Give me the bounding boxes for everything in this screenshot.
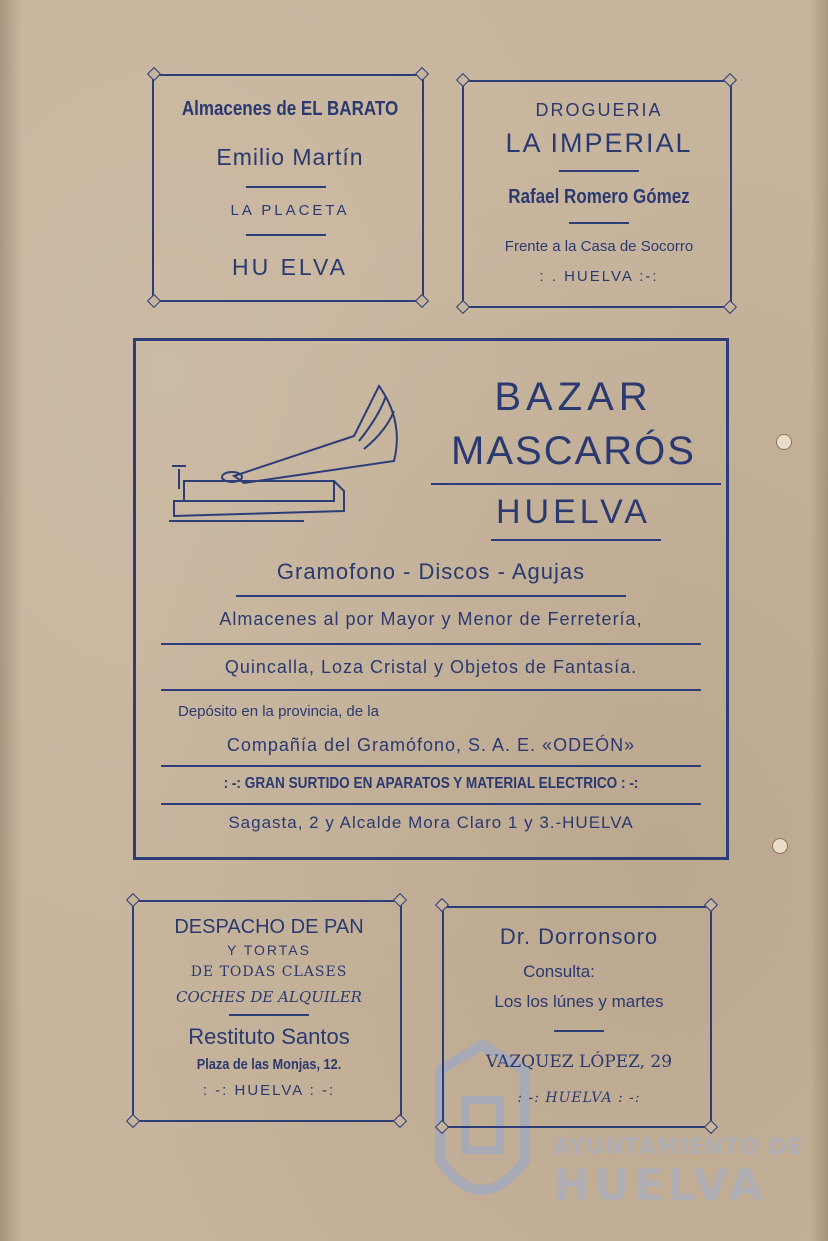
ad3-address: Sagasta, 2 y Alcalde Mora Claro 1 y 3.-HUELVA: [228, 813, 634, 832]
ad4-owner: Restituto Santos: [188, 1024, 350, 1049]
ad1-heading: Almacenes de EL BARATO: [181, 98, 399, 120]
ad4-sub2: DE TODAS CLASES: [190, 964, 348, 980]
ad-el-barato: [152, 74, 424, 302]
ad1-owner: Emilio Martín: [216, 144, 364, 170]
ad-dr-dorronsoro: [442, 906, 712, 1128]
ad1-city: HU ELVA: [231, 254, 348, 280]
ad-bazar-mascaros: [133, 338, 729, 860]
ad5-doctor: Dr. Dorronsoro: [499, 924, 659, 949]
left-edge-shadow: [0, 0, 22, 1241]
ad3-title-huelva: HUELVA: [495, 493, 651, 531]
gramophone-icon: [164, 381, 414, 531]
ad5-address: VAZQUEZ LÓPEZ, 29: [485, 1052, 673, 1072]
ad3-divider-4: [161, 765, 701, 767]
ad3-title-mascaros: MASCARÓS: [451, 429, 696, 473]
watermark-big-text: HUELVA: [553, 1160, 767, 1211]
ad2-heading: DROGUERIA: [535, 100, 663, 120]
ad3-divider-title: [431, 483, 721, 485]
ad3-products: Gramofono - Discos - Agujas: [276, 559, 586, 584]
ad3-divider-2: [161, 643, 701, 645]
ad4-divider: [229, 1014, 309, 1016]
ad3-company: Compañía del Gramófono, S. A. E. «ODEÓN»: [226, 735, 636, 755]
ad3-divider-city: [491, 539, 661, 541]
ad-la-imperial: [462, 80, 732, 308]
ad3-deposit: Depósito en la provincia, de la: [178, 703, 379, 720]
ad3-divider-5: [161, 803, 701, 805]
ad-despacho-de-pan: [132, 900, 402, 1122]
ad3-wholesale: Almacenes al por Mayor y Menor de Ferretería,: [219, 609, 643, 629]
ad5-city: : -: HUELVA : -:: [517, 1090, 641, 1106]
ad2-owner: Rafael Romero Gómez: [508, 186, 690, 208]
ad1-divider-2: [246, 234, 326, 236]
ad5-consult: Consulta:: [523, 962, 595, 981]
ad1-divider: [246, 186, 326, 188]
ad4-city: : -: HUELVA : -:: [202, 1082, 336, 1099]
ad2-address: Frente a la Casa de Socorro: [504, 238, 694, 255]
right-edge-shadow: [810, 0, 828, 1241]
ad3-goods: Quincalla, Loza Cristal y Objetos de Fantasía.: [224, 657, 638, 677]
binding-hole-bottom: [772, 838, 788, 854]
binding-hole-top: [776, 434, 792, 450]
ad5-divider: [554, 1030, 604, 1032]
ad5-days: Los los lúnes y martes: [494, 992, 664, 1011]
ad4-heading: DESPACHO DE PAN: [174, 916, 364, 938]
ad1-place: LA PLACETA: [230, 202, 350, 219]
ad2-city: : . HUELVA :-:: [539, 268, 659, 285]
ad3-divider-3: [161, 689, 701, 691]
ad2-divider: [559, 170, 639, 172]
ad4-address: Plaza de las Monjas, 12.: [196, 1056, 342, 1073]
ad4-sub3: COCHES DE ALQUILER: [176, 988, 362, 1006]
ad3-title-bazar: BAZAR: [494, 375, 653, 419]
ad2-name: LA IMPERIAL: [505, 128, 693, 158]
ad3-electric: : -: GRAN SURTIDO EN APARATOS Y MATERIAL ELECTRICO : -:: [223, 775, 639, 792]
ad4-sub1: Y TORTAS: [227, 942, 311, 958]
watermark-small-text: AYUNTAMIENTO DE: [553, 1135, 804, 1160]
ad3-divider-1: [236, 595, 626, 597]
ad2-divider-2: [569, 222, 629, 224]
